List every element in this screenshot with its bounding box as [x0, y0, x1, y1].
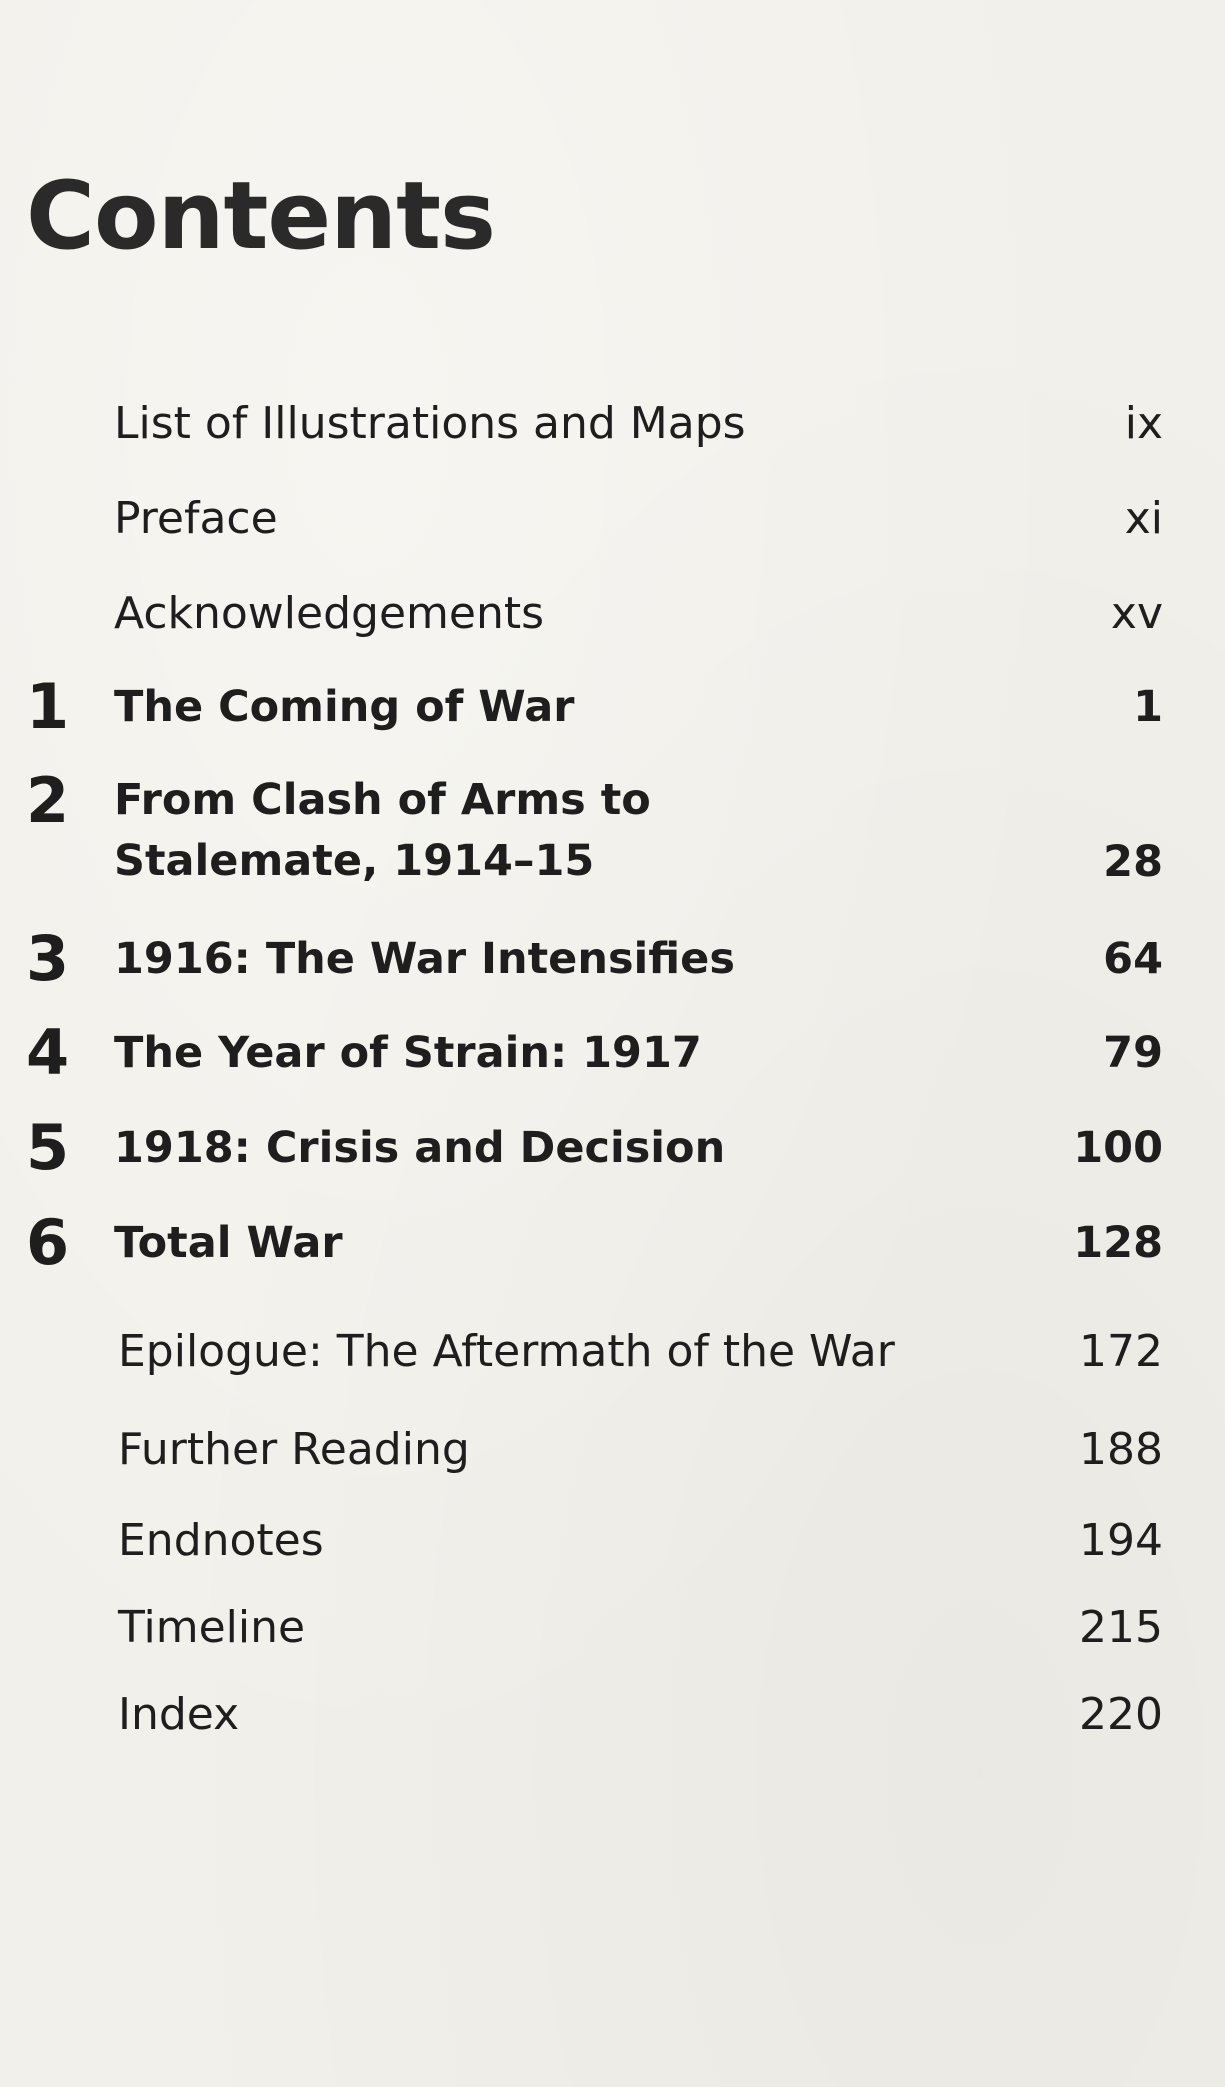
- chapter-title: 1916: The War Intensifies: [114, 934, 735, 984]
- page-title: Contents: [26, 162, 495, 271]
- toc-entry-page: xi: [1124, 493, 1163, 544]
- toc-entry-title: List of Illustrations and Maps: [114, 398, 746, 449]
- chapter-number: 4: [26, 1016, 70, 1089]
- chapter-page: 100: [1073, 1123, 1163, 1173]
- chapter-title: From Clash of Arms to Stalemate, 1914–15: [114, 775, 651, 886]
- toc-entry-title: Index: [118, 1689, 240, 1740]
- chapter-page: 79: [1103, 1028, 1163, 1078]
- toc-entry-page: 220: [1079, 1689, 1163, 1740]
- chapter-page: 128: [1073, 1218, 1163, 1268]
- toc-entry-page: 215: [1079, 1602, 1163, 1653]
- toc-entry-title: Timeline: [118, 1602, 306, 1653]
- chapter-number: 5: [26, 1111, 70, 1184]
- chapter-number: 2: [26, 764, 70, 837]
- toc-entry-page: 194: [1079, 1515, 1163, 1566]
- toc-entry-title: Further Reading: [118, 1424, 470, 1475]
- toc-entry-title: Preface: [114, 493, 278, 544]
- chapter-number: 1: [26, 670, 70, 743]
- toc-entry-page: xv: [1110, 588, 1163, 639]
- chapter-title: The Coming of War: [114, 682, 575, 732]
- toc-entry-page: 188: [1079, 1424, 1163, 1475]
- chapter-page: 28: [1103, 837, 1163, 887]
- chapter-page: 64: [1103, 934, 1163, 984]
- toc-entry-page: ix: [1124, 398, 1163, 449]
- chapter-number: 6: [26, 1206, 70, 1279]
- chapter-page: 1: [1133, 682, 1163, 732]
- toc-entry-title: Endnotes: [118, 1515, 324, 1566]
- toc-entry-title: Acknowledgements: [114, 588, 545, 639]
- toc-entry-page: 172: [1079, 1326, 1163, 1377]
- chapter-title: The Year of Strain: 1917: [114, 1028, 702, 1078]
- chapter-number: 3: [26, 922, 70, 995]
- toc-entry-title: Epilogue: The Aftermath of the War: [118, 1326, 895, 1377]
- chapter-title: 1918: Crisis and Decision: [114, 1123, 726, 1173]
- chapter-title: Total War: [114, 1218, 343, 1268]
